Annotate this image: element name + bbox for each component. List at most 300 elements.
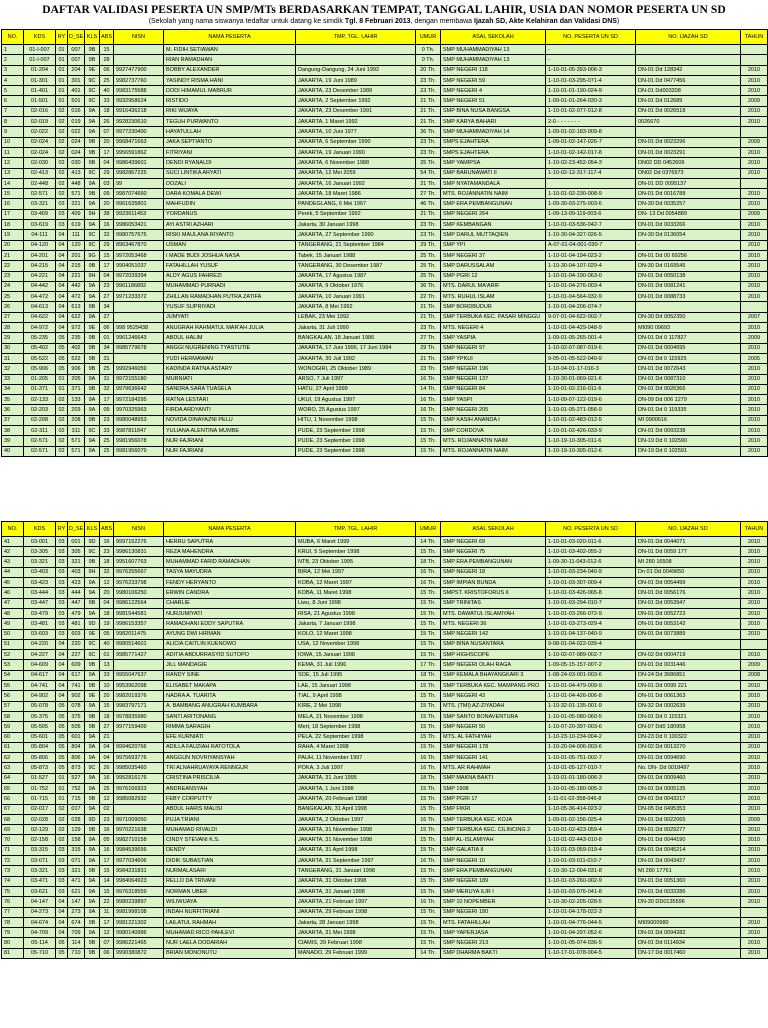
cell-nama: INDAH NURFITRIANI: [164, 907, 296, 917]
cell-umur: 14 Th.: [416, 948, 441, 958]
cell-no: 35: [2, 395, 24, 405]
cell-kls: 9A: [85, 588, 100, 598]
cell-abs: 16: [100, 825, 114, 835]
cell-ry: 04: [56, 281, 68, 291]
cell-d-se: 215: [68, 261, 85, 271]
cell-no: 13: [2, 168, 24, 178]
cell-kls: 9B: [85, 598, 100, 608]
cell-sekolah: SMP NYATAMANDALA: [441, 178, 546, 188]
table-row: [2, 886, 768, 896]
cell-abs: 06: [100, 948, 114, 958]
cell-sekolah: SMP ERA PEMBANGUNAN: [441, 199, 546, 209]
cell-kls: 9B: [85, 55, 100, 65]
cell-abs: 25: [100, 364, 114, 374]
cell-umur: 23 Th.: [416, 323, 441, 333]
table-row: [2, 588, 768, 598]
cell-nisn: [114, 302, 164, 312]
cell-abs: 02: [100, 804, 114, 814]
cell-nama: PUJA TRIANI: [164, 814, 296, 824]
cell-d-se: 571: [68, 189, 85, 199]
cell-sekolah: SMP MERUYA ILIR I: [441, 886, 546, 896]
cell-no: 45: [2, 578, 24, 588]
cell-kds: 04-709: [24, 928, 56, 938]
cell-kls: 9B: [85, 158, 100, 168]
cell-no: 39: [2, 436, 24, 446]
cell-no-ijazah: DN-01 Dd 0088733: [636, 292, 741, 302]
cell-ttl: JAKARTA, 1 Juni 1998: [296, 784, 416, 794]
cell-tahun: 2010: [741, 323, 768, 333]
cell-sekolah: SMP NEGERI 4: [441, 86, 546, 96]
cell-ttl: JAKARTA, 19 Januari 1990: [296, 147, 416, 157]
cell-kds: 02-017: [24, 804, 56, 814]
cell-sekolah: SMP YPKUI: [441, 353, 546, 363]
table-row: [2, 917, 768, 927]
cell-tahun: 2010: [741, 199, 768, 209]
cell-no-ijazah: MI 0900616: [636, 415, 741, 425]
cell-no: 41: [2, 536, 24, 546]
cell-kls: 9A: [85, 395, 100, 405]
cell-nisn: 9951607763: [114, 557, 164, 567]
cell-ry: 04: [56, 650, 68, 660]
cell-ttl: WONOGIRI, 25 Oktober 1989: [296, 364, 416, 374]
header-nama: NAMA PESERTA: [164, 521, 296, 536]
cell-ttl: WORO, 25 Agustus 1997: [296, 405, 416, 415]
cell-nama: LAILATUL RAHMAH: [164, 917, 296, 927]
cell-kds: 01-527: [24, 773, 56, 783]
table-row: [2, 312, 768, 322]
table-row: [2, 804, 768, 814]
cell-d-se: 613: [68, 302, 85, 312]
cell-nisn: 9976318559: [114, 886, 164, 896]
cell-no: 27: [2, 312, 24, 322]
header-kls: KLS: [85, 521, 100, 536]
cell-no: 72: [2, 856, 24, 866]
cell-abs: 07: [100, 938, 114, 948]
cell-no-peserta: 1-10-01-03-076-041-8: [546, 886, 636, 896]
cell-abs: 16: [100, 845, 114, 855]
cell-kls: 9A: [85, 117, 100, 127]
table-row: [2, 547, 768, 557]
cell-no-peserta: 1-10-01-02-423-059-4: [546, 825, 636, 835]
cell-abs: 25: [100, 784, 114, 794]
cell-no: 68: [2, 814, 24, 824]
cell-ry: 02: [56, 405, 68, 415]
cell-ry: 02: [56, 137, 68, 147]
cell-abs: 34: [100, 343, 114, 353]
cell-kds: 05-402: [24, 343, 56, 353]
cell-abs: 40: [100, 86, 114, 96]
cell-tahun: 2010: [741, 384, 768, 394]
cell-no: 46: [2, 588, 24, 598]
table-row: [2, 158, 768, 168]
cell-abs: 18: [100, 608, 114, 618]
cell-abs: 09: [100, 405, 114, 415]
cell-nisn: 9956591862: [114, 147, 164, 157]
cell-kds: 02-019: [24, 117, 56, 127]
cell-tahun: 2010: [741, 835, 768, 845]
cell-ry: 02: [56, 436, 68, 446]
cell-sekolah: SMP NEGERI 142: [441, 629, 546, 639]
cell-nisn: 9972184295: [114, 395, 164, 405]
cell-nama: ANGGUN NOVRIYANSYAH: [164, 753, 296, 763]
cell-umur: 46 Th.: [416, 199, 441, 209]
cell-umur: 15 Th.: [416, 639, 441, 649]
cell-kds: 01-715: [24, 794, 56, 804]
cell-ry: 03: [56, 578, 68, 588]
cell-nama: RISKI MAULANA RIYANTO: [164, 230, 296, 240]
cell-abs: 20: [100, 199, 114, 209]
cell-d-se: 442: [68, 281, 85, 291]
cell-no: 59: [2, 722, 24, 732]
cell-nama: DIDIK SUBASTIAN: [164, 856, 296, 866]
cell-no-ijazah: MI 280 17761: [636, 866, 741, 876]
cell-ry: 01: [56, 374, 68, 384]
cell-kds: 02-030: [24, 158, 56, 168]
cell-abs: 15: [100, 250, 114, 260]
cell-kls: 9E: [85, 629, 100, 639]
cell-ttl: JAKARTA, 23 Desember 1991: [296, 106, 416, 116]
cell-nama: JAKA SEPTIANTO: [164, 137, 296, 147]
cell-d-se: 501: [68, 96, 85, 106]
cell-kls: 9E: [85, 65, 100, 75]
table-row: [2, 178, 768, 188]
cell-sekolah: SMP MUHAMMADIYAH 14: [441, 127, 546, 137]
cell-abs: 05: [100, 835, 114, 845]
cell-nama: NURMALASARI: [164, 866, 296, 876]
cell-tahun: 2010: [741, 230, 768, 240]
cell-nisn: 9972039394: [114, 271, 164, 281]
page-subtitle: (Sekolah yang nama siswanya tedaftar untuk datang ke simdik Tgl. 8 Februari 2013, dengan membawa Ijazah SD, Akte Kelahiran dan Validasi DNS): [148, 18, 620, 25]
cell-abs: 28: [100, 55, 114, 65]
cell-abs: 01: [100, 333, 114, 343]
cell-abs: 25: [100, 436, 114, 446]
cell-kds: 03-444: [24, 588, 56, 598]
cell-kls: 9C: [85, 547, 100, 557]
cell-nama: YUSUF SUPRIYADI: [164, 302, 296, 312]
cell-ry: 02: [56, 804, 68, 814]
cell-nisn: 9986439601: [114, 158, 164, 168]
cell-nama: ANDREANSYAH: [164, 784, 296, 794]
header-abs: ABS: [100, 30, 114, 45]
cell-ry: 02: [56, 446, 68, 456]
table-row: [2, 784, 768, 794]
cell-ry: 02: [56, 168, 68, 178]
cell-tahun: 2010: [741, 856, 768, 866]
cell-kls: 9D: [85, 814, 100, 824]
cell-umur: 16 Th.: [416, 395, 441, 405]
cell-no-ijazah: No. DN- Dd 0018497: [636, 763, 741, 773]
cell-kls: 9C: [85, 650, 100, 660]
cell-no: 71: [2, 845, 24, 855]
cell-ry: 05: [56, 711, 68, 721]
cell-kls: 9B: [85, 384, 100, 394]
cell-tahun: 2010: [741, 732, 768, 742]
cell-kds: 03-001: [24, 536, 56, 546]
header-kds: KDS: [24, 521, 56, 536]
cell-tahun: 2009: [741, 333, 768, 343]
cell-abs: 33: [100, 670, 114, 680]
cell-sekolah: SMP TERBUKA KEC. MAMPANG PRO: [441, 681, 546, 691]
cell-no: 57: [2, 701, 24, 711]
cell-tahun: 2010: [741, 897, 768, 907]
cell-umur: 29 Th.: [416, 343, 441, 353]
cell-no-ijazah: DN-19 Dd 0 102591: [636, 446, 741, 456]
cell-umur: 0 Th.: [416, 45, 441, 55]
cell-abs: 01: [100, 650, 114, 660]
cell-nama: MAHFUDIN: [164, 199, 296, 209]
cell-kls: 9A: [85, 292, 100, 302]
cell-kds: 03-409: [24, 209, 56, 219]
cell-sekolah: MTS. ROJANNATIN NAIM: [441, 446, 546, 456]
cell-sekolah: MTS. (TMI) AZ-ZIYADAH: [441, 701, 546, 711]
cell-d-se: 906: [68, 364, 85, 374]
cell-kds: 04-215: [24, 261, 56, 271]
cell-ttl: JAKARTA, 1 Maret 1992: [296, 117, 416, 127]
cell-no: 76: [2, 897, 24, 907]
cell-abs: 17: [100, 856, 114, 866]
table-row: [2, 629, 768, 639]
cell-d-se: 481: [68, 619, 85, 629]
cell-no-ijazah: DN-01 Dd 0043427: [636, 856, 741, 866]
cell-ry: 05: [56, 938, 68, 948]
cell-no-ijazah: DN-01 Dd003208: [636, 86, 741, 96]
cell-no-peserta: -: [546, 45, 636, 55]
cell-no-ijazah: DN-01 Dd 0 117827: [636, 333, 741, 343]
cell-no: 21: [2, 250, 24, 260]
cell-no-ijazah: DN-01 Dd 0044071: [636, 536, 741, 546]
table-row: [2, 86, 768, 96]
cell-ry: 04: [56, 302, 68, 312]
cell-umur: 16 Th.: [416, 814, 441, 824]
cell-no-ijazah: DN-30 Dd 0136054: [636, 230, 741, 240]
cell-nisn: 9971009050: [114, 814, 164, 824]
cell-umur: 16 Th.: [416, 405, 441, 415]
cell-ry: 05: [56, 948, 68, 958]
cell-tahun: 2010: [741, 547, 768, 557]
cell-nisn: 9928230610: [114, 117, 164, 127]
table-row: [2, 250, 768, 260]
cell-nisn: 9932958624: [114, 96, 164, 106]
cell-d-se: 804: [68, 742, 85, 752]
table-row: [2, 567, 768, 577]
table-row: [2, 856, 768, 866]
cell-d-se: 158: [68, 835, 85, 845]
cell-ry: 01: [56, 794, 68, 804]
cell-kds: 02-203: [24, 405, 56, 415]
header-tahun: TAHUN: [741, 30, 768, 45]
cell-d-se: 208: [68, 415, 85, 425]
cell-no-peserta: 1-10-02-12-317-117-4: [546, 168, 636, 178]
cell-ttl: JAKARTA, 31 September 1997: [296, 856, 416, 866]
cell-d-se: 028: [68, 814, 85, 824]
cell-no-peserta: 1-10-01-03-059-019-4: [546, 845, 636, 855]
cell-umur: 16 Th.: [416, 578, 441, 588]
cell-abs: 17: [100, 917, 114, 927]
cell-tahun: [741, 907, 768, 917]
cell-no-ijazah: DN-01 Dd 0054499: [636, 578, 741, 588]
cell-ry: 03: [56, 608, 68, 618]
cell-d-se: 472: [68, 292, 85, 302]
cell-nisn: 9970221638: [114, 825, 164, 835]
cell-no: 1: [2, 45, 24, 55]
cell-nisn: 9927477900: [114, 65, 164, 75]
cell-no: 20: [2, 240, 24, 250]
cell-no-ijazah: [636, 302, 741, 312]
cell-umur: 15 Th.: [416, 825, 441, 835]
cell-sekolah: SMP DARUL MUTTAQIEN: [441, 230, 546, 240]
cell-tahun: 2009: [741, 814, 768, 824]
cell-kds: 05-906: [24, 364, 56, 374]
header-no: NO.: [2, 30, 24, 45]
table-row: [2, 199, 768, 209]
cell-umur: 15 Th.: [416, 804, 441, 814]
table-row: [2, 384, 768, 394]
cell-nama: ADITIA ABDURRASYID SUTOPO: [164, 650, 296, 660]
cell-tahun: 2010: [741, 784, 768, 794]
cell-no-ijazah: DN- 13 Dd 0054889: [636, 209, 741, 219]
cell-d-se: 129: [68, 825, 85, 835]
cell-no-ijazah: [636, 907, 741, 917]
cell-kls: 9A: [85, 578, 100, 588]
cell-kls: 9A: [85, 178, 100, 188]
cell-tahun: 2010: [741, 86, 768, 96]
cell-tahun: 2010: [741, 701, 768, 711]
cell-no-ijazah: DN-01 Dd 0026366: [636, 384, 741, 394]
cell-tahun: 2010: [741, 281, 768, 291]
cell-tahun: 2010: [741, 928, 768, 938]
table-row: [2, 220, 768, 230]
cell-nisn: 9980239897: [114, 897, 164, 907]
cell-d-se: 273: [68, 907, 85, 917]
cell-ttl: JAKARTA, 8 Mei 1992: [296, 302, 416, 312]
table-row: [2, 825, 768, 835]
cell-nisn: 9979636642: [114, 384, 164, 394]
cell-d-se: 601: [68, 732, 85, 742]
table-row: [2, 65, 768, 75]
cell-ttl: PUDE, 23 September 1998: [296, 425, 416, 435]
cell-nama: FITRIYANI: [164, 147, 296, 157]
cell-no-peserta: 2-0 - - - - - - -: [546, 117, 636, 127]
table-row: [2, 117, 768, 127]
cell-nama: JILL MANDAGIE: [164, 660, 296, 670]
cell-d-se: 401: [68, 86, 85, 96]
cell-d-se: 403: [68, 567, 85, 577]
cell-kls: 9A: [85, 608, 100, 618]
cell-tahun: [741, 127, 768, 137]
cell-nisn: 9986153357: [114, 619, 164, 629]
cell-sekolah: SMP NEGERI 97: [441, 343, 546, 353]
cell-umur: 15 Th.: [416, 722, 441, 732]
cell-abs: 16: [100, 773, 114, 783]
cell-abs: 20: [100, 137, 114, 147]
cell-no: 6: [2, 96, 24, 106]
cell-no-ijazah: DN-01 Dd 0045214: [636, 845, 741, 855]
cell-nama: DARA KOMALA DEWI: [164, 189, 296, 199]
cell-nisn: 9976233798: [114, 578, 164, 588]
cell-kds: 04-741: [24, 681, 56, 691]
cell-abs: 25: [100, 446, 114, 456]
cell-d-se: 221: [68, 271, 85, 281]
cell-nisn: 9980757675: [114, 230, 164, 240]
cell-nama: SUCI LINTIKA ARYATI: [164, 168, 296, 178]
cell-no-peserta: 1-10-19-10-305-011-6: [546, 436, 636, 446]
cell-no: 78: [2, 917, 24, 927]
table-row: [2, 536, 768, 546]
cell-no-peserta: 1-10-01-03-260-002-9: [546, 876, 636, 886]
cell-ttl: PANDEGLANG, 6 Mei 1967: [296, 199, 416, 209]
table-row: [2, 876, 768, 886]
cell-sekolah: SMP NEGERI 264: [441, 209, 546, 219]
cell-ry: 04: [56, 261, 68, 271]
cell-d-se: 371: [68, 384, 85, 394]
table-row: [2, 261, 768, 271]
cell-sekolah: SMP BINA NUSANTARA: [441, 639, 546, 649]
cell-d-se: 133: [68, 395, 85, 405]
header-sekolah: ASAL SEKOLAH: [441, 30, 546, 45]
cell-no-ijazah: DN-01 Dd 0093238: [636, 425, 741, 435]
cell-d-se: 527: [68, 773, 85, 783]
cell-sekolah: SMP NEGERI 51: [441, 96, 546, 106]
cell-no: 17: [2, 209, 24, 219]
cell-no-ijazah: DN02 DD 0452609: [636, 158, 741, 168]
cell-tahun: 2010: [741, 536, 768, 546]
cell-tahun: 2010: [741, 446, 768, 456]
cell-no-ijazah: DN-07 Dd0 180958: [636, 722, 741, 732]
table-row: [2, 845, 768, 855]
cell-no: 63: [2, 763, 24, 773]
cell-tahun: 2010: [741, 629, 768, 639]
cell-nama: MUHAMAD RICO PAHLEVI: [164, 928, 296, 938]
cell-umur: 21 Th.: [416, 178, 441, 188]
cell-umur: 15 Th.: [416, 588, 441, 598]
cell-kls: 9B: [85, 794, 100, 804]
cell-no-peserta: 1-10-04-01-17-016-3: [546, 364, 636, 374]
cell-kls: 9C: [85, 75, 100, 85]
cell-sekolah: SMP DHARMA BAKTI: [441, 948, 546, 958]
cell-no-ijazah: DN-01 Dd 0094690: [636, 753, 741, 763]
cell-ry: 01: [56, 86, 68, 96]
header-no: NO.: [2, 521, 24, 536]
cell-abs: 32: [100, 384, 114, 394]
cell-abs: 21: [100, 732, 114, 742]
cell-kls: 9C: [85, 639, 100, 649]
cell-sekolah: MTS. DAWATUL ISLAMIYAH: [441, 608, 546, 618]
cell-no-peserta: -: [546, 55, 636, 65]
cell-tahun: 2010: [741, 681, 768, 691]
cell-sekolah: SMP TRINITAS: [441, 598, 546, 608]
cell-umur: 15 Th.: [416, 866, 441, 876]
cell-ttl: KOBA, 11 Maret 1998: [296, 588, 416, 598]
cell-d-se: 019: [68, 117, 85, 127]
cell-kls: 9A: [85, 897, 100, 907]
table-row: [2, 907, 768, 917]
cell-no: 70: [2, 835, 24, 845]
cell-ry: 02: [56, 814, 68, 824]
cell-nama: RANDY SINE: [164, 670, 296, 680]
cell-nama: DENDY: [164, 845, 296, 855]
cell-ttl: JAKARTA, 18 Maret 1986: [296, 189, 416, 199]
cell-abs: 06: [100, 323, 114, 333]
cell-tahun: 2010: [741, 866, 768, 876]
cell-umur: 14 Th.: [416, 384, 441, 394]
cell-umur: 16 Th.: [416, 856, 441, 866]
table-row: [2, 835, 768, 845]
cell-no: 60: [2, 732, 24, 742]
cell-ttl: JAKARTA, 31 Januari 1998: [296, 886, 416, 896]
cell-nisn: 9986053421: [114, 220, 164, 230]
cell-no-ijazah: MI090 09693: [636, 323, 741, 333]
cell-d-se: 235: [68, 333, 85, 343]
